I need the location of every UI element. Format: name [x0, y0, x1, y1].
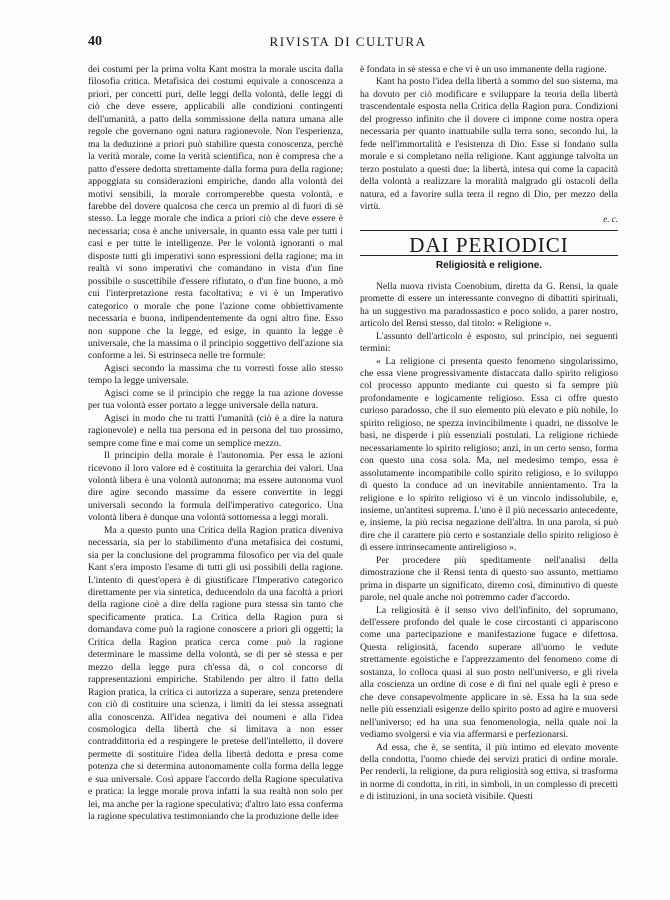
section-title: DAI PERIODICI: [409, 232, 569, 257]
paragraph: Agisci secondo la massima che tu vorresti fosse allo stesso tempo la legge universale.: [88, 362, 343, 387]
author-signature: e. c.: [603, 214, 618, 225]
paragraph: Il principio della morale è l'autonomia. Per essa le azioni ricevono il loro valore ed è costituita la gerarchia dei valori. Una volontà libera è una volontà autonoma; ma essere autonoma vuol dire agire secondo massime da essere convertite in leggi universali secondo la formula dell'imperativo categorico. Una volontà libera è dunque una volontà sottomessa a leggi morali.: [88, 450, 343, 524]
paragraph: è fondata in sè stessa e che vi è un uso immanente della ragione.: [360, 64, 607, 75]
paragraph: Per procedere più speditamente nell'analisi della dimostrazione che il Rensi tenta di questo suo assunto, mettiamo prima in disparte un significato, diremo così, diminutivo di queste parole, nel quale anche noi potremmo cader d'accordo.: [360, 554, 618, 604]
paragraph: Agisci in modo che tu tratti l'umanità (ciò è a dire la natura ragionevole) e nella tua persona ed in persona del tuo prossimo, sempre come fine e mai come un semplice mezzo.: [88, 412, 343, 449]
paragraph: Kant ha posto l'idea della libertà a sommo del suo sistema, ma ha dovuto per ciò modificare e sviluppare la teoria della libertà trascendentale esposta nella Critica della Ragion pura. Condizioni del progresso infinito che il dovere ci impone come nostra opera necessaria per quanto inattuabile sulla terra sono, secondo lui, la fede nell'immortalità e l'esistenza di Dio. Esse si fondano sulla morale e si completano nella religione. Kant aggiunge talvolta un terzo postulato a questi due: la libertà, intesa qui come la capacità della volontà a realizzare la moralità malgrado gli ostacoli della natura, ed a favorire sulla terra il regno di Dio, per mezzo della virtù.: [360, 76, 618, 212]
page-number: 40: [88, 34, 102, 49]
paragraph: L'assunto dell'articolo è esposto, sul principio, nei seguenti termini:: [360, 330, 618, 355]
right-column: [360, 64, 618, 804]
paragraph: Agisci come se il principio che regge la tua azione dovesse per tua volontà esser portato a legge universale della natura.: [88, 387, 343, 412]
quotation: « La religione ci presenta questo fenomeno singolarissimo, che essa viene progressivamente distaccata dallo spirito religioso col processo appunto mediante cui questo si fa sempre più profondamente e logicamente religioso. Essa ci offre questo curioso paradosso, che il suo elemento più elevato e più nobile, lo spirito religioso, ne spezza invincibilmente i quadri, ne dissolve le basi, ne disperde i più essenziali postulati. La religione richiede necessariamente lo spirito religioso; anzi, in un certo senso, forma con questo una cosa sola. Ma, nel medesimo tempo, essa è assolutamente incompatibile collo spirito religioso, e lo sviluppo di questo la conduce ad un inevitabile annientamento. Tra la religione e lo spirito religioso vi è un vincolo indissolubile, e, insieme, un'antitesi suprema. L'uno è il più necessario antecedente, e, insieme, la più recisa negazione dell'altra. In una parola, si può dire che il carattere più certo e sostanziale dello spirito religioso è di essere intrinsecamente antireligioso ».: [360, 355, 618, 554]
article-title: Religiosità e religione.: [435, 260, 543, 272]
paragraph: Ad essa, che è, se sentita, il più intimo ed elevato movente della condotta, l'uomo chiede dei servizi pratici di ordine morale. Per renderli, la religione, da pura religiosità sog ettiva, si trasforma in norme di condotta, in riti, in simboli, in un complesso di precetti e di istituzioni, in una società visibile. Questi: [360, 741, 618, 803]
journal-title: RIVISTA DI CULTURA: [269, 34, 427, 49]
paragraph: La religiosità è il senso vivo dell'infinito, del soprumano, dell'essere profondo del quale le cose circostanti ci appariscono come una partecipazione e manifestazione fugace e difettosa. Questa religiosità, facendo superare all'uomo le vedute strettamente egoistiche e l'apprezzamento del fenomeno come di sostanza, lo colloca quasi al suo posto nell'universo, e gli rivela alla coscienza un ordine di cose e di fini nel quale egli è preso e che deve consapevolmente applicare in sè. Essa ha la sua sede nelle più essenziali esigenze dello spirito posto ad agire e muoversi nell'universo; ed ha una sua fenomenologia, nella quale noi la vediamo svolgersi e via via affermarsi e perfezionarsi.: [360, 604, 618, 741]
section-divider: [360, 230, 618, 231]
paragraph: Ma a questo punto una Critica della Ragion pratica diveniva necessaria, sia per lo stabilimento d'una metafisica dei costumi, sia per la conclusione del programma filosofico per via del quale Kant s'era imposto l'esame di tutti gli usi possibili della ragione. L'intento di quest'opera è di giustificare l'Imperativo categorico direttamente per via sintetica, deducendolo da una facoltà a priori della ragione cioè a dire della ragione pura stessa sin tanto che specificamente pratica. La Critica della Ragion pura si domandava come può la ragione conoscere a priori gli oggetti; la Critica della Ragion pratica cerca come può la ragione determinare le massime della volontà, se di per sè stessa e per mezzo della legge pura ch'essa dà, o col concorso di rappresentazioni empiriche. Stabilendo per altro il fatto della Ragion pratica, la critica ci autorizza a superare, senza pretendere con ciò di costituire una scienza, i limiti da lei stessa assegnati alla conoscenza. All'idea negativa dei noumeni e alla l'idea cosmologica della libertà che si limitava a non esser contraddittoria ed a respingere le pretese dell'intelletto, il dovere permette di sostituire l'idea della libertà dedotta e presa come potenza che si determina autonomamente colla forma della legge e sua universale. Così appare l'accordo della Ragione speculativa e pratica: la legge morale prova infatti la sua realtà non solo per lei, ma anche per la ragione speculativa; d'altro lato essa conferma la ragione speculativa testimoniando che la produzione delle idee: [88, 524, 343, 823]
paragraph: Nella nuova rivista Coenobium, diretta da G. Rensi, la quale promette di essere un interessante convegno di dibattiti spirituali, ha un suggestivo ma paradossastico e poco solido, a parer nostro, articolo del Rensi stesso, dal titolo: « Religione ».: [360, 280, 618, 330]
left-column: [88, 64, 343, 824]
running-header: [88, 34, 608, 52]
paragraph: dei costumi per la prima volta Kant mostra la morale uscita dalla filosofia critica. Metafisica dei costumi equivale a conoscenza a priori, per concetti puri, delle leggi della volontà, delle leggi di ciò che deve essere, applicabili alle condizioni contingenti dell'umanità, a patto della sommissione della natura umana alle regole che governano ogni natura ragionevole. Non l'esperienza, ma la deduzione a priori può stabilire questa conoscenza, perchè la verità morale, come la verità scientifica, non è compresa che a patto d'essere dedotta strettamente dalla forma pura della ragione; appoggiata su considerazioni empiriche, dando alla volontà dei motivi sensibili, la morale corromperebbe questa volontà, e farebbe del dovere qualcosa che cerca un premio al di fuori di sè stesso. La legge morale che indica a priori ciò che deve essere è necessaria; cosa è anche universale, in quanto essa vale per tutti i casi e per tutte le intelligenze. Per le volontà ignoranti o mal disposte tutti gli imperativi sono espressioni della ragione; ma in realtà vi sono imperativi che comandano in vista d'un fine possibile o suscettibile d'essere rifiutato, o d'un fine buono, a mò cui l'interpretazione resta facoltativa; e vi è un Imperativo categorico o morale che pone l'azione come obbiettivamente necessaria e buona, indipendentemente da ogni altro fine. Esso non suppone che la legge, ed esige, in quanto la legge è universale, che la massima o il principio soggettivo dell'azione sia conforme a lei. Si estrinseca nelle tre formule:: [88, 64, 343, 362]
